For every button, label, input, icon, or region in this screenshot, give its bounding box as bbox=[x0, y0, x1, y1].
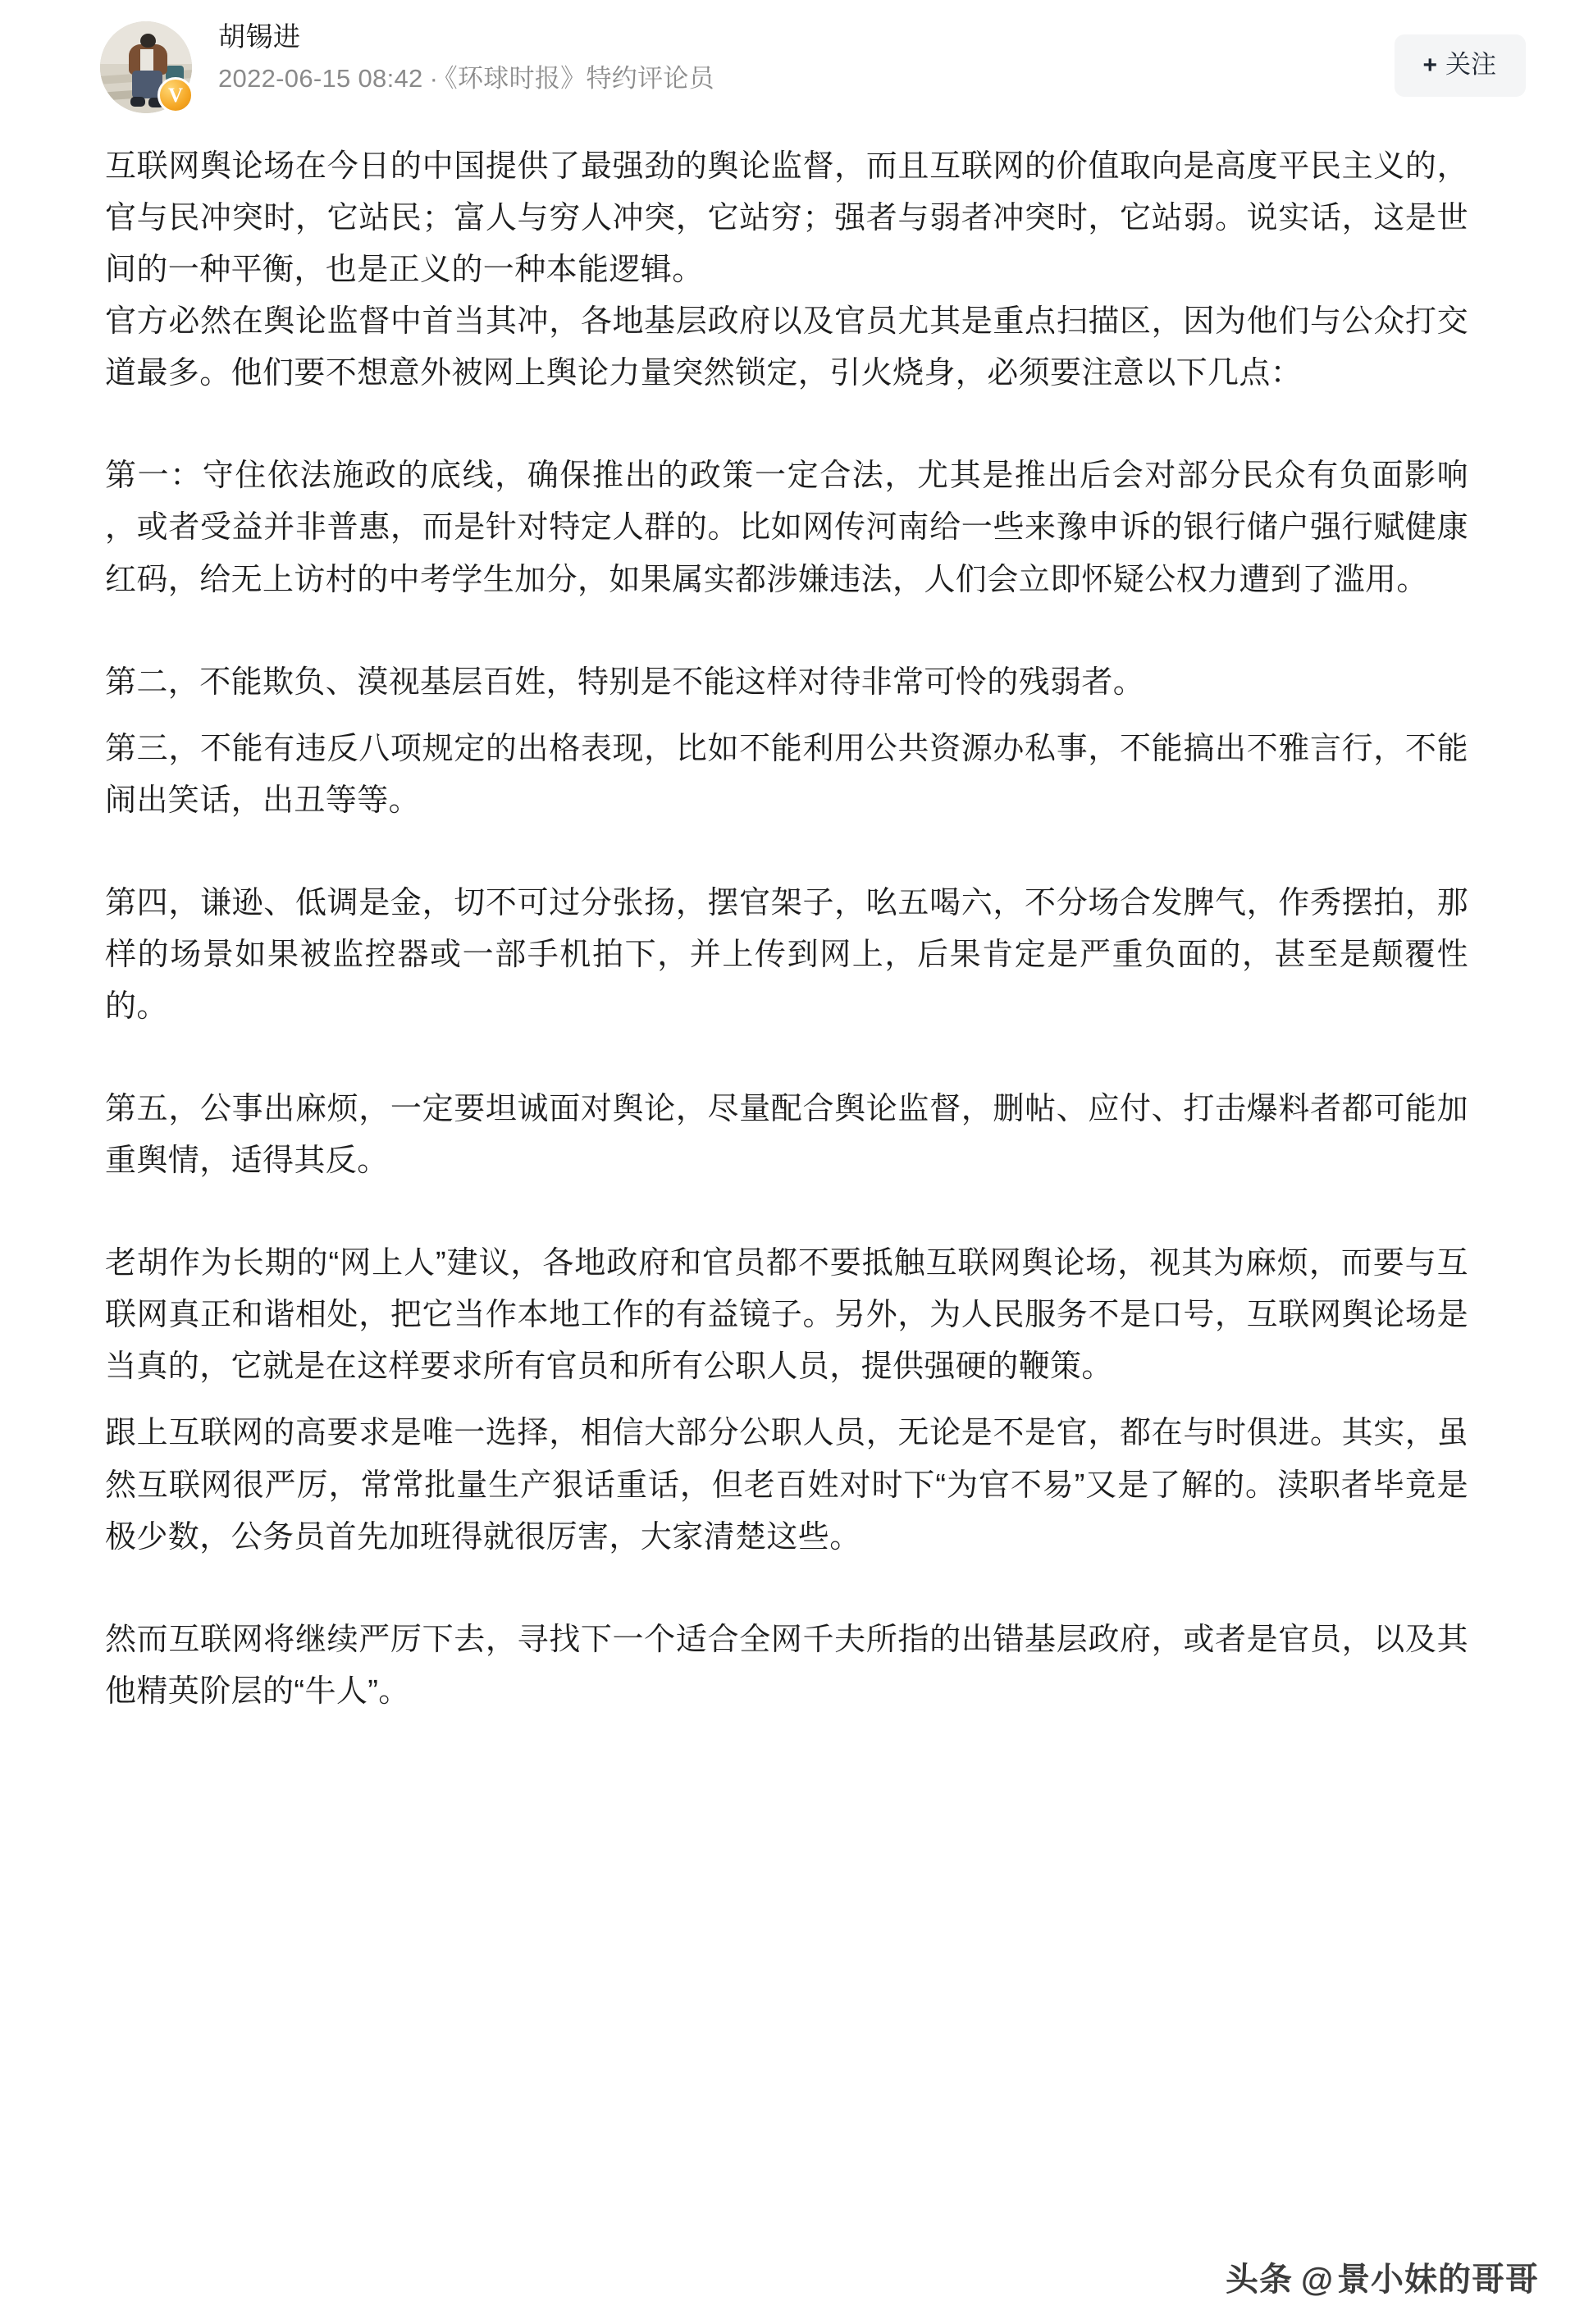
paragraph-spacer bbox=[105, 827, 1468, 878]
watermark-platform: 头条 bbox=[1225, 2262, 1293, 2298]
author-name[interactable]: 胡锡进 bbox=[218, 21, 301, 52]
plus-icon: + bbox=[1422, 52, 1437, 79]
watermark-at-symbol: @ bbox=[1300, 2262, 1334, 2298]
paragraph-spacer bbox=[105, 1564, 1468, 1614]
avatar-shoe-left bbox=[130, 97, 145, 107]
author-subline bbox=[218, 62, 1378, 95]
follow-button-label: 关注 bbox=[1445, 50, 1496, 79]
watermark bbox=[1226, 2263, 1539, 2296]
article-paragraph: 第五，公事出麻烦，一定要坦诚面对舆论，尽量配合舆论监督，删帖、应付、打击爆料者都可能加重舆情，适得其反。 bbox=[105, 1092, 1468, 1179]
watermark-account: 景小妹的哥哥 bbox=[1337, 2262, 1539, 2298]
article-paragraph: 第三，不能有违反八项规定的出格表现，比如不能利用公共资源办私事，不能搞出不雅言行，不能闹出笑话，出丑等等。 bbox=[105, 731, 1468, 818]
article-paragraph: 然而互联网将继续严厉下去，寻找下一个适合全网千夫所指的出错基层政府，或者是官员，以及其他精英阶层的“牛人”。 bbox=[105, 1622, 1468, 1709]
follow-button[interactable] bbox=[1395, 34, 1526, 97]
paragraph-spacer bbox=[105, 709, 1468, 724]
paragraph-spacer bbox=[105, 1033, 1468, 1084]
article-paragraph: 老胡作为长期的“网上人”建议，各地政府和官员都不要抵触互联网舆论场，视其为麻烦，而要与互联网真正和谐相处，把它当作本地工作的有益镜子。另外，为人民服务不是口号，互联网舆论场是当真的，它就是在这样要求所有官员和所有公职人员，提供强硬的鞭策。 bbox=[105, 1246, 1468, 1385]
avatar[interactable] bbox=[100, 21, 192, 113]
article-body bbox=[0, 113, 1575, 1718]
paragraph-spacer bbox=[105, 400, 1468, 450]
author-header bbox=[0, 0, 1575, 113]
meta-separator: · bbox=[429, 64, 439, 94]
author-credential: 《环球时报》特约评论员 bbox=[445, 64, 714, 94]
article-paragraph: 第一：守住依法施政的底线，确保推出的政策一定合法，尤其是推出后会对部分民众有负面影响 ，或者受益并非普惠，而是针对特定人群的。比如网传河南给一些来豫申诉的银行储户强行赋健康红码，给无上访村的中考学生加分，如果属实都涉嫌违法，人们会立即怀疑公权力遭到了滥用。 bbox=[105, 459, 1468, 597]
article-paragraph: 第二，不能欺负、漠视基层百姓，特别是不能这样对待非常可怜的残弱者。 bbox=[105, 664, 1145, 700]
verified-badge-icon: V bbox=[158, 77, 194, 113]
article-paragraph: 跟上互联网的高要求是唯一选择，相信大部分公职人员，无论是不是官，都在与时俱进。其实，虽然互联网很严厉，常常批量生产狠话重话，但老百姓对时下“为官不易”又是了解的。渎职者毕竟是极少数，公务员首先加班得就很厉害，大家清楚这些。 bbox=[105, 1416, 1468, 1555]
author-meta-block bbox=[218, 18, 1378, 96]
article-paragraph: 互联网舆论场在今日的中国提供了最强劲的舆论监督，而且互联网的价值取向是高度平民主义的，官与民冲突时，它站民；富人与穷人冲突，它站穷；强者与弱者冲突时，它站弱。说实话，这是世间的一种平衡，也是正义的一种本能逻辑。 bbox=[105, 149, 1468, 288]
article-paragraph: 官方必然在舆论监督中首当其冲，各地基层政府以及官员尤其是重点扫描区，因为他们与公众打交道最多。他们要不想意外被网上舆论力量突然锁定，引火烧身，必须要注意以下几点： bbox=[105, 304, 1468, 391]
paragraph-spacer bbox=[105, 606, 1468, 657]
paragraph-spacer bbox=[105, 1187, 1468, 1238]
paragraph-spacer bbox=[105, 1393, 1468, 1408]
avatar-shirt bbox=[140, 49, 153, 73]
publish-timestamp: 2022-06-15 08:42 bbox=[218, 64, 423, 94]
article-paragraph: 第四，谦逊、低调是金，切不可过分张扬，摆官架子，吆五喝六，不分场合发脾气，作秀摆拍，那样的场景如果被监控器或一部手机拍下，并上传到网上，后果肯定是严重负面的，甚至是颠覆性的。 bbox=[105, 885, 1468, 1025]
